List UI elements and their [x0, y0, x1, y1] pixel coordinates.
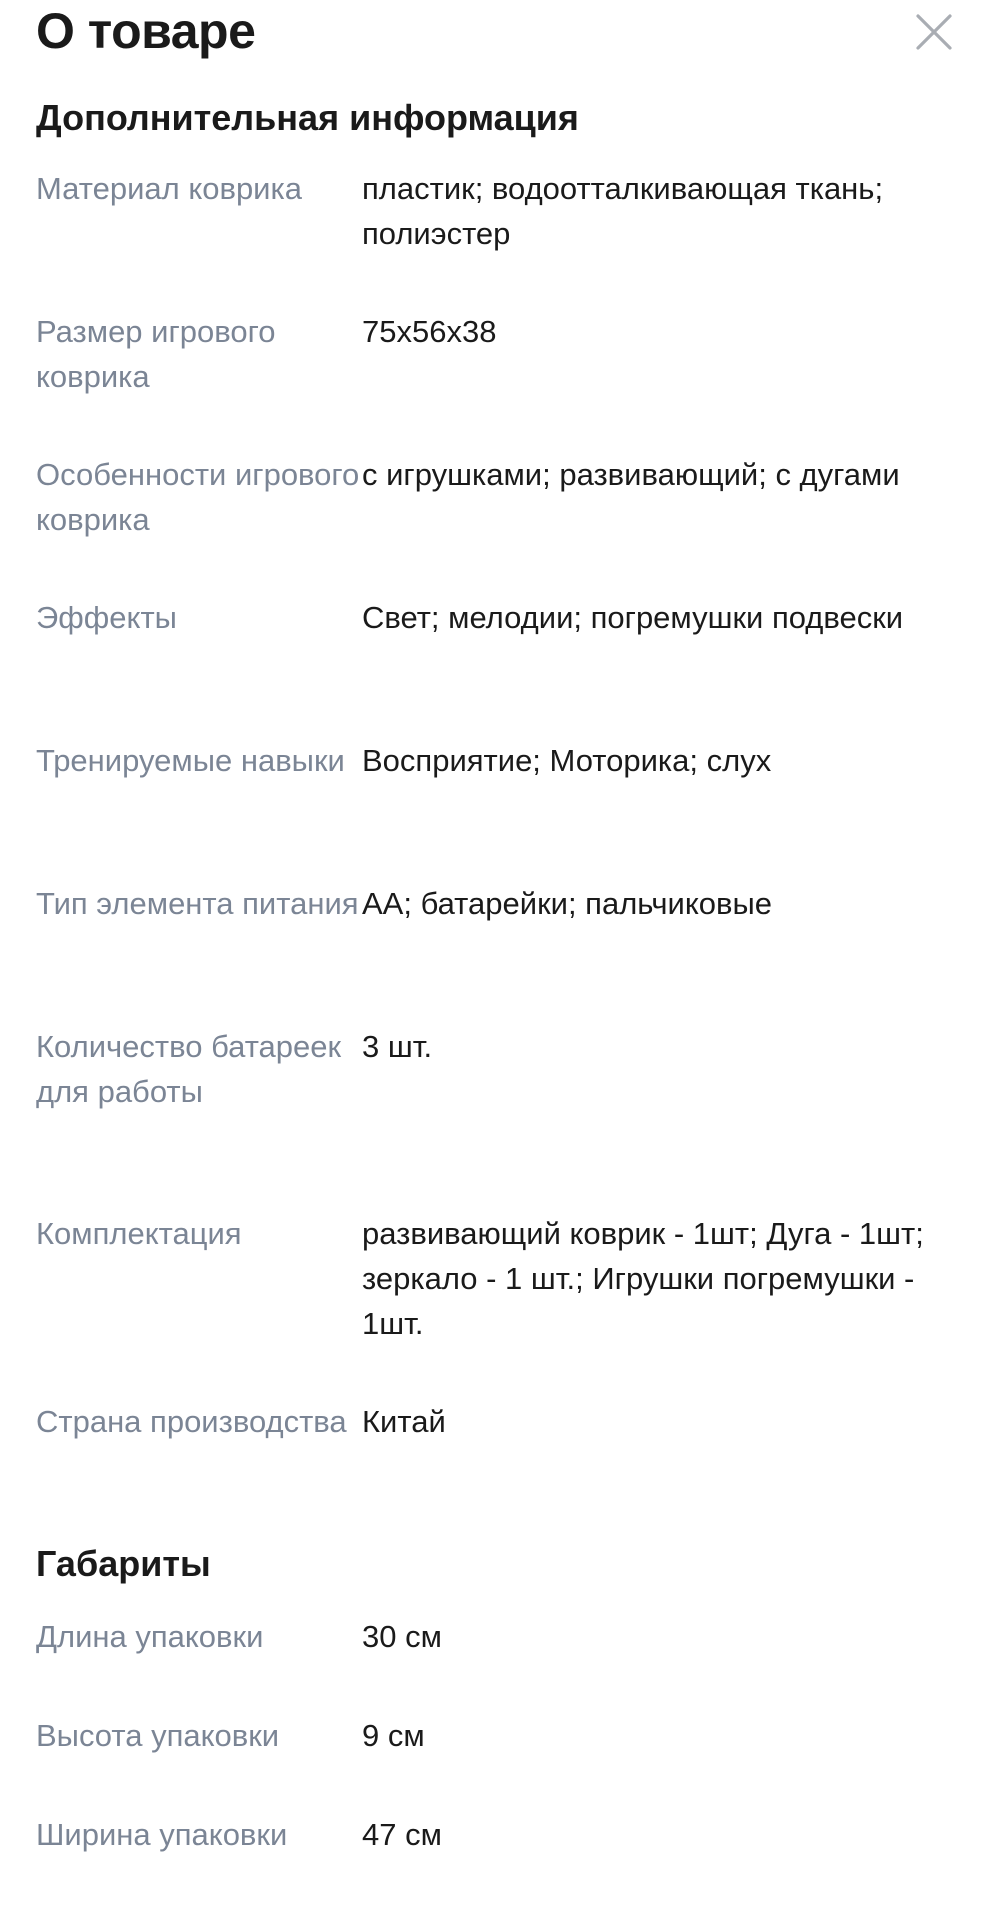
- spec-row: [36, 1713, 956, 1758]
- spec-value: пластик; водоотталкивающая ткань; полиэстер: [362, 171, 884, 251]
- spec-value: 3 шт.: [362, 1029, 433, 1064]
- spec-row: [36, 309, 956, 399]
- spec-label: Высота упаковки: [36, 1718, 280, 1753]
- spec-row: [36, 1211, 956, 1346]
- spec-row: [36, 1614, 956, 1659]
- spec-value: Восприятие; Моторика; слух: [362, 743, 772, 778]
- spec-row: [36, 738, 956, 783]
- spec-value: Свет; мелодии; погремушки подвески: [362, 600, 904, 635]
- spec-label: Тренируемые навыки: [36, 743, 345, 778]
- spec-row: [36, 1024, 956, 1114]
- spec-label: Эффекты: [36, 600, 177, 635]
- spec-value: с игрушками; развивающий; с дугами: [362, 457, 900, 492]
- spec-label: Количество батареек для работы: [36, 1029, 342, 1109]
- spec-label: Комплектация: [36, 1216, 242, 1251]
- spec-value: 9 см: [362, 1718, 425, 1753]
- spec-value: 75х56х38: [362, 314, 497, 349]
- spec-label: Особенности игрового коврика: [36, 457, 360, 537]
- page-title: О товаре: [36, 3, 256, 59]
- spec-row: [36, 1399, 956, 1444]
- close-icon[interactable]: [912, 10, 956, 54]
- spec-value: развивающий коврик - 1шт; Дуга - 1шт; зеркало - 1 шт.; Игрушки погремушки - 1шт.: [362, 1216, 924, 1341]
- spec-row: [36, 452, 956, 542]
- spec-label: Ширина упаковки: [36, 1817, 288, 1852]
- spec-label: Страна производства: [36, 1404, 347, 1439]
- spec-label: Длина упаковки: [36, 1619, 264, 1654]
- spec-row: [36, 166, 956, 256]
- section-title-dimensions: Габариты: [36, 1543, 211, 1584]
- spec-value: Китай: [362, 1404, 446, 1439]
- spec-value: AA; батарейки; пальчиковые: [362, 886, 772, 921]
- section-title-additional-info: Дополнительная информация: [36, 97, 579, 138]
- spec-row: [36, 1812, 956, 1857]
- spec-label: Материал коврика: [36, 171, 302, 206]
- spec-value: 30 см: [362, 1619, 442, 1654]
- spec-value: 47 см: [362, 1817, 442, 1852]
- spec-row: [36, 881, 956, 926]
- spec-label: Размер игрового коврика: [36, 314, 276, 394]
- spec-row: [36, 595, 956, 640]
- spec-label: Тип элемента питания: [36, 886, 359, 921]
- close-button[interactable]: [912, 10, 956, 54]
